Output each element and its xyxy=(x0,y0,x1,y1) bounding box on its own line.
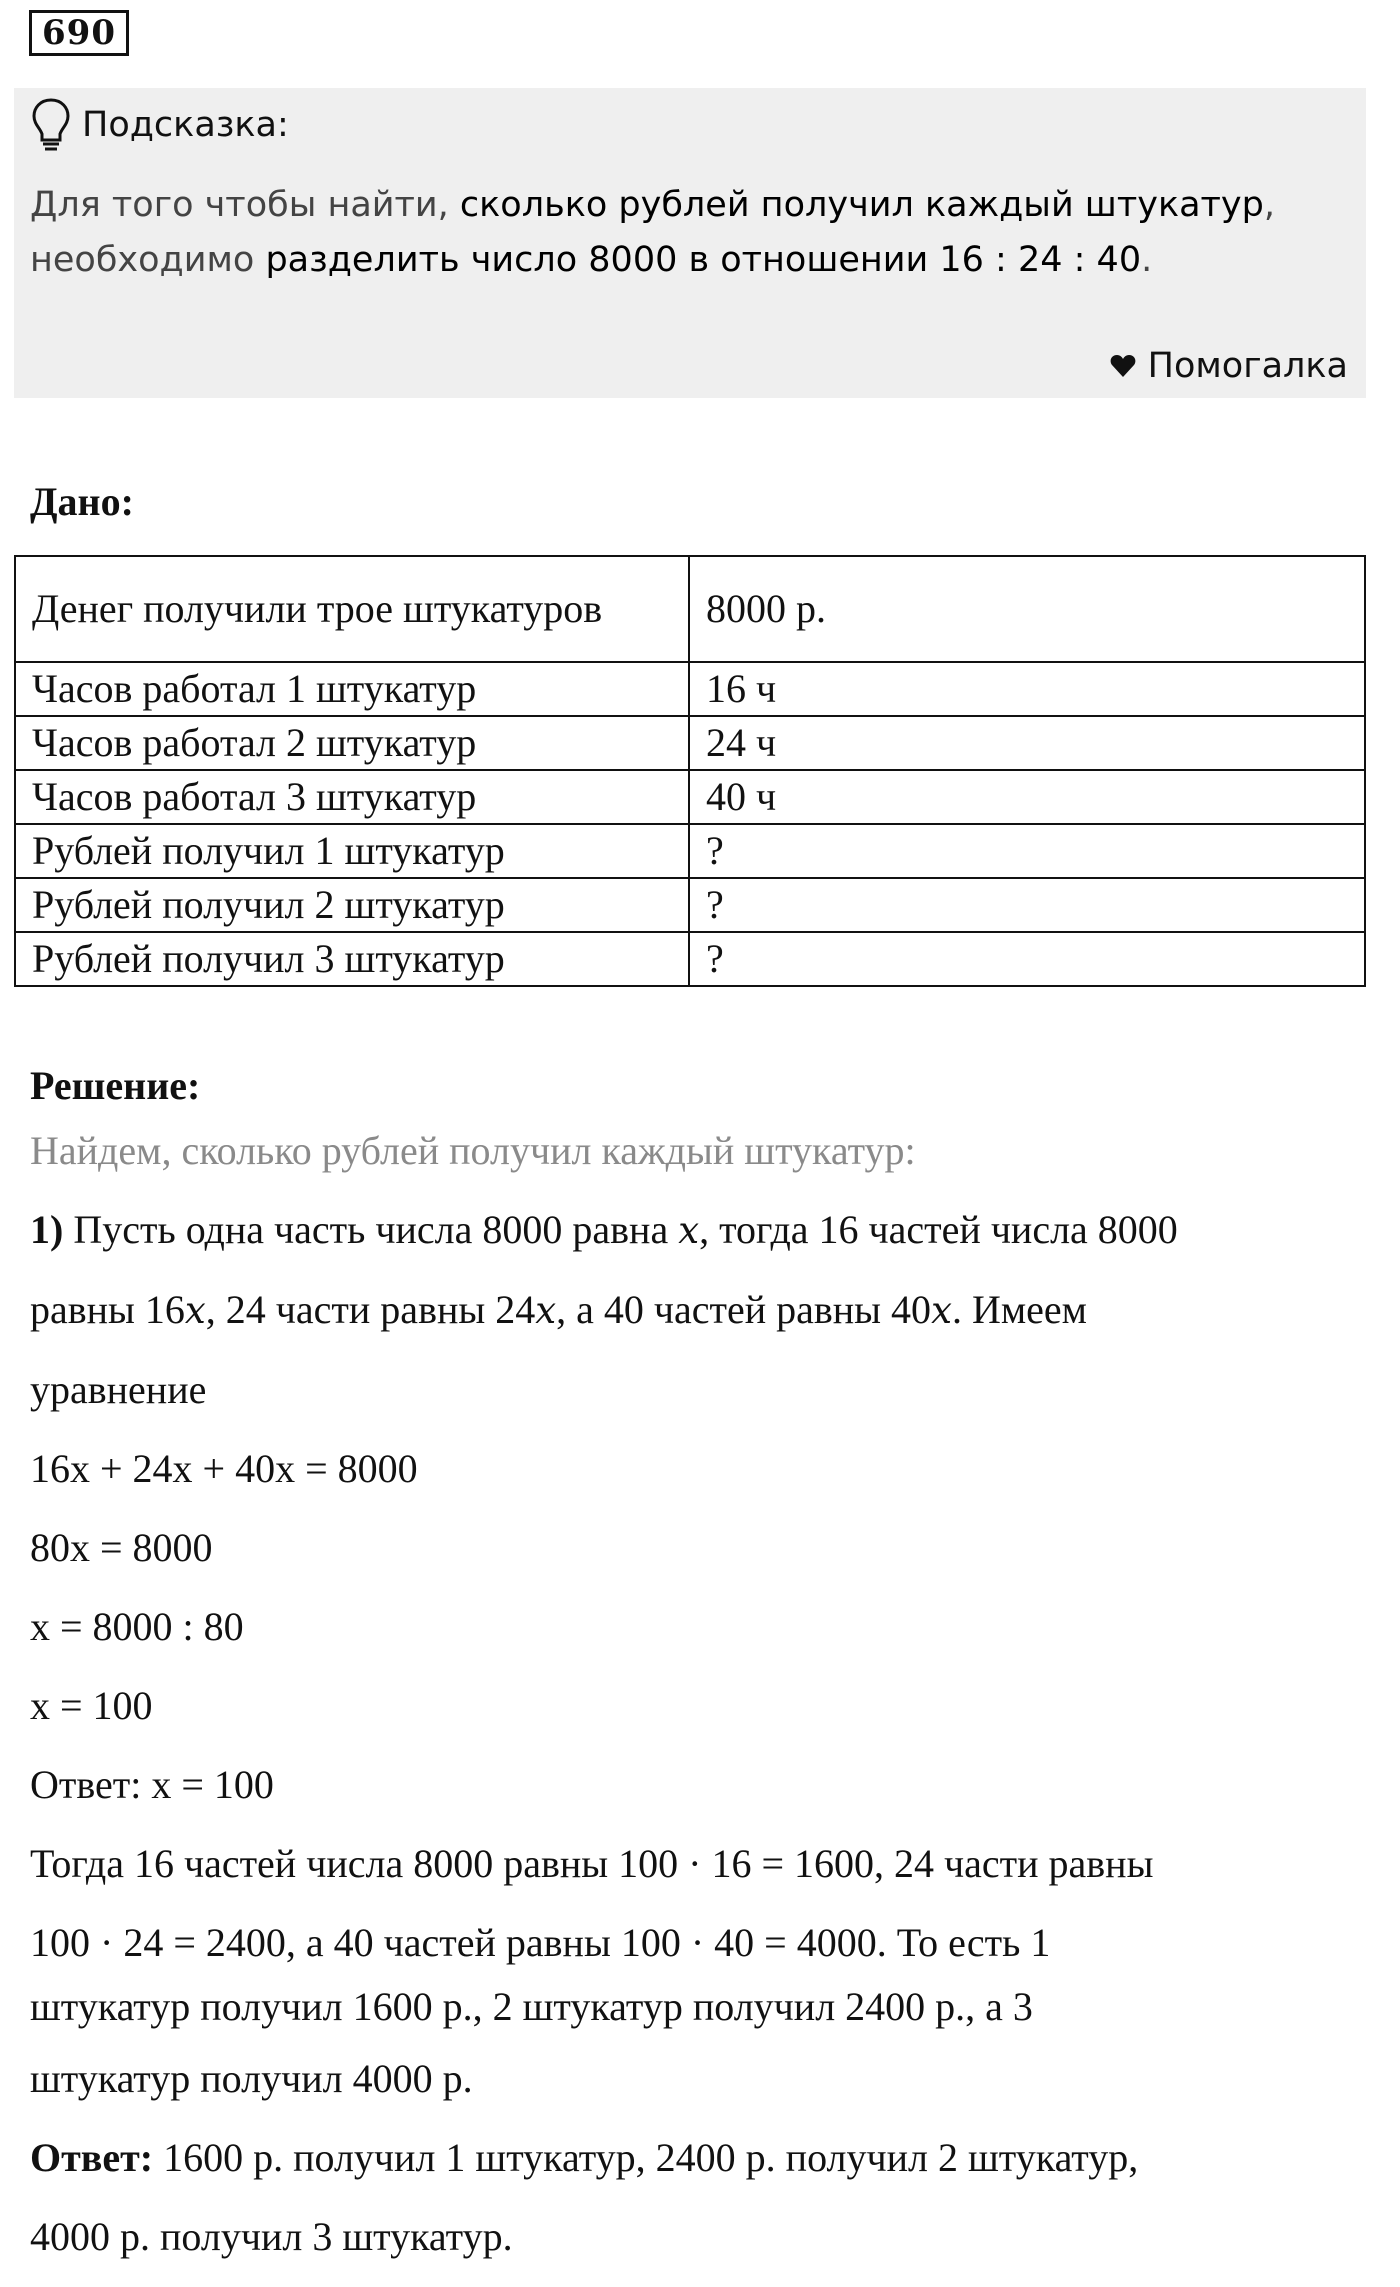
table-cell: Часов работал 1 штукатур xyxy=(15,662,689,716)
table-cell: Часов работал 2 штукатур xyxy=(15,716,689,770)
table-cell: Рублей получил 2 штукатур xyxy=(15,878,689,932)
step-text: равны 16 xyxy=(30,1287,185,1332)
solution-label: Решение: xyxy=(30,1063,201,1108)
math-var: x xyxy=(931,1289,952,1332)
step-number: 1) xyxy=(30,1207,64,1252)
equation: 16x + 24x + 40x = 8000 xyxy=(30,1446,418,1491)
final-answer-cont: 4000 р. получил 3 штукатур. xyxy=(30,2214,513,2259)
table-cell: ? xyxy=(689,878,1365,932)
math-var: x xyxy=(678,1209,700,1252)
hint-footer-label: Помогалка xyxy=(1147,346,1348,386)
hint-box xyxy=(14,88,1366,398)
equation: x = 100 xyxy=(30,1683,153,1728)
math-var: x xyxy=(184,1289,206,1332)
hint-title: Подсказка: xyxy=(82,105,289,145)
step-line xyxy=(30,1190,1370,1270)
hint-line2-plain: необходимо xyxy=(30,240,266,280)
math-var: x xyxy=(535,1289,557,1332)
step-text: , а 40 частей равны 40 xyxy=(556,1287,932,1332)
then-line: 100 · 24 = 2400, а 40 частей равны 100 · 40 = 4000. То есть 1 xyxy=(30,1920,1051,1965)
answer-label: Ответ: xyxy=(30,2135,154,2180)
table-cell: 16 ч xyxy=(689,662,1365,716)
equation: x = 8000 : 80 xyxy=(30,1604,244,1649)
hint-text xyxy=(30,178,1350,288)
step-text: , тогда 16 частей числа 8000 xyxy=(699,1207,1178,1252)
final-answer xyxy=(30,2118,1370,2197)
step-line: уравнение xyxy=(30,1367,207,1412)
table-cell: 40 ч xyxy=(689,770,1365,824)
table-row xyxy=(15,716,1365,770)
lightbulb-icon xyxy=(30,96,72,154)
table-cell: Рублей получил 1 штукатур xyxy=(15,824,689,878)
problem-number: 690 xyxy=(29,10,129,56)
heart-icon xyxy=(1110,354,1136,378)
table-row xyxy=(15,878,1365,932)
hint-line1-end: , xyxy=(1263,185,1275,225)
hint-line1-bold: сколько рублей получил каждый штукатур xyxy=(459,185,1264,225)
step-line xyxy=(30,1270,1370,1350)
hint-line2-bold: разделить число 8000 в отношении 16 : 24 : 40 xyxy=(265,240,1142,280)
solution-body xyxy=(30,1128,1370,2276)
step-text: . Имеем xyxy=(951,1287,1087,1332)
table-row xyxy=(15,556,1365,662)
given-table xyxy=(14,555,1366,987)
step-text: , 24 части равны 24 xyxy=(205,1287,536,1332)
hint-footer[interactable] xyxy=(1110,346,1348,386)
table-cell: Рублей получил 3 штукатур xyxy=(15,932,689,986)
hint-line2-end: . xyxy=(1141,240,1153,280)
equation: 80x = 8000 xyxy=(30,1525,213,1570)
then-line: штукатур получил 4000 р. xyxy=(30,2056,473,2101)
table-cell: ? xyxy=(689,932,1365,986)
table-cell: Часов работал 3 штукатур xyxy=(15,770,689,824)
given-label: Дано: xyxy=(30,479,134,524)
table-cell: ? xyxy=(689,824,1365,878)
then-line: штукатур получил 1600 р., 2 штукатур получил 2400 р., а 3 xyxy=(30,1984,1033,2029)
table-row xyxy=(15,824,1365,878)
table-cell: Денег получили трое штукатуров xyxy=(15,556,689,662)
table-cell: 24 ч xyxy=(689,716,1365,770)
table-row xyxy=(15,932,1365,986)
hint-line1-plain: Для того чтобы найти, xyxy=(30,185,460,225)
table-cell: 8000 р. xyxy=(689,556,1365,662)
answer-x: Ответ: x = 100 xyxy=(30,1762,274,1807)
hint-header xyxy=(30,96,289,154)
step-text: Пусть одна часть числа 8000 равна xyxy=(63,1207,679,1252)
answer-text: 1600 р. получил 1 штукатур, 2400 р. получил 2 штукатур, xyxy=(153,2135,1139,2180)
table-row xyxy=(15,662,1365,716)
solution-intro: Найдем, сколько рублей получил каждый штукатур: xyxy=(30,1128,916,1173)
table-row xyxy=(15,770,1365,824)
then-line: Тогда 16 частей числа 8000 равны 100 · 16 = 1600, 24 части равны xyxy=(30,1841,1154,1886)
